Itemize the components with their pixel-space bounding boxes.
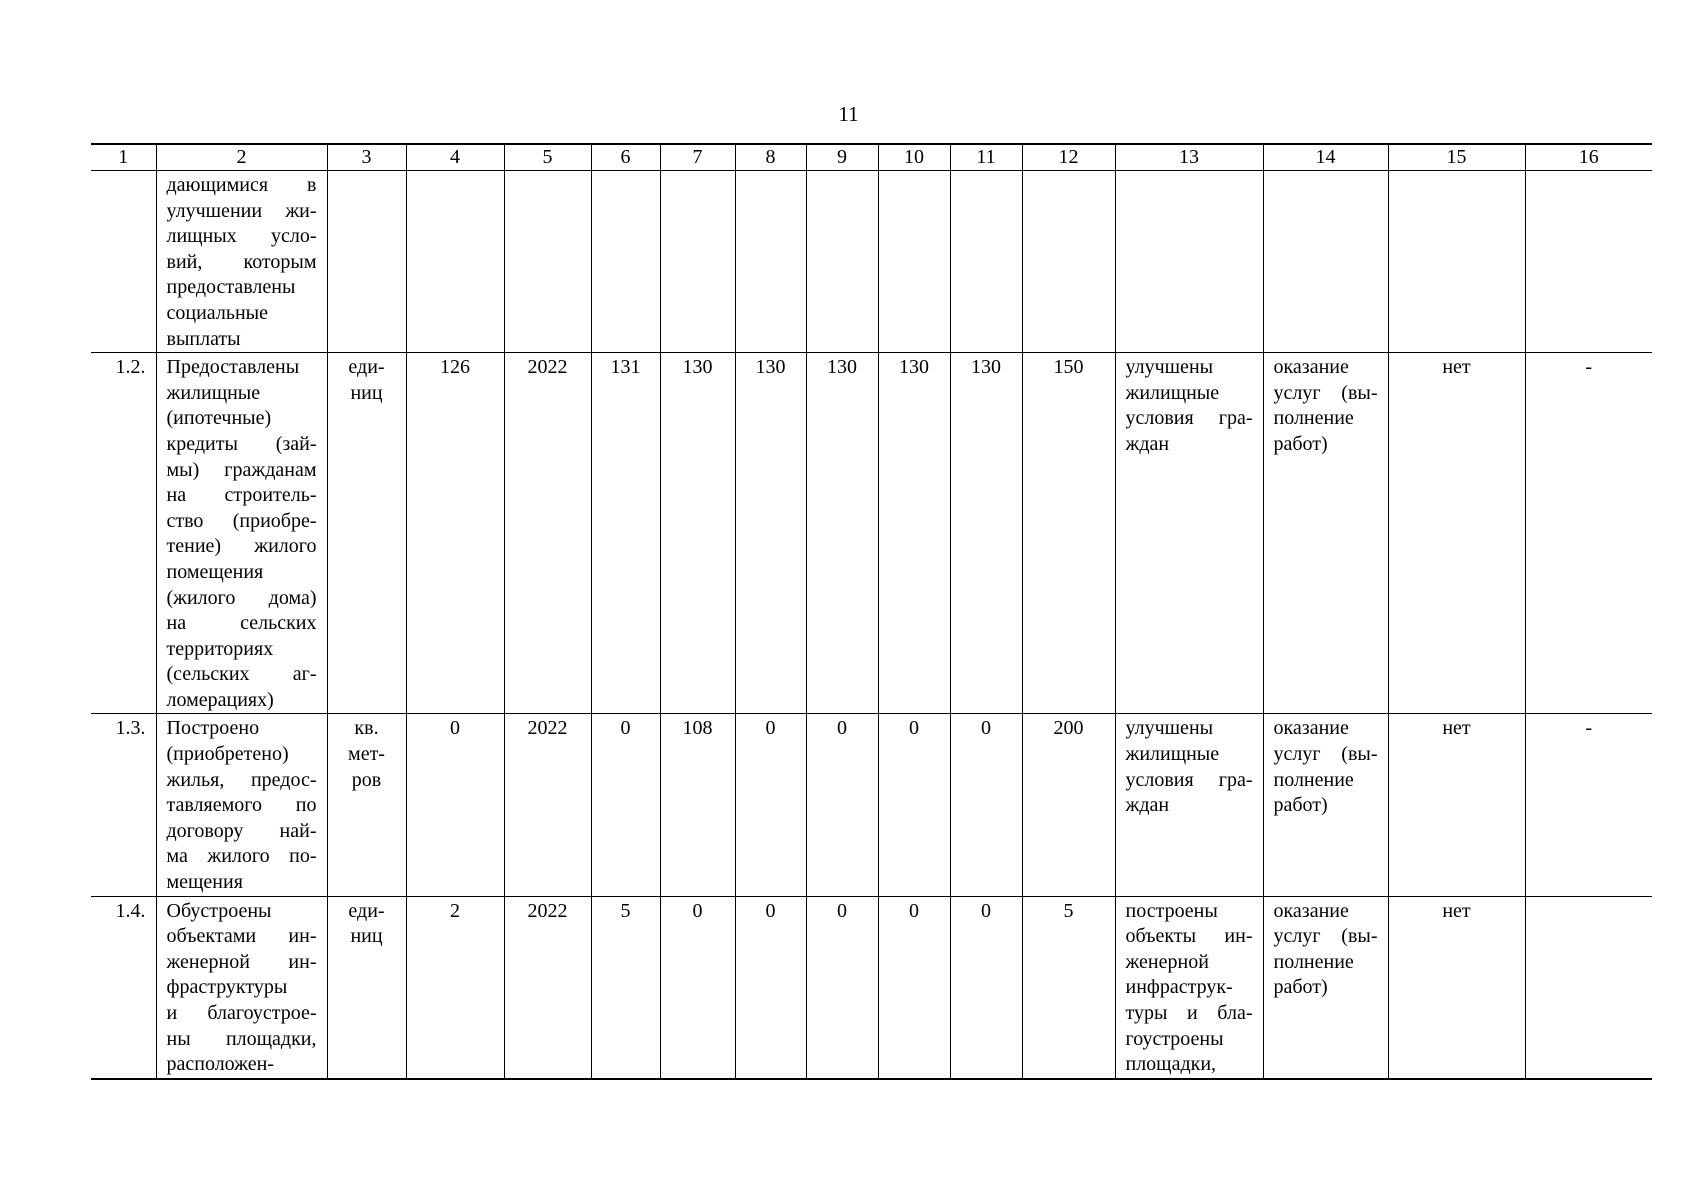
- indicator-name-line: женерной ин-: [166, 950, 317, 973]
- result-type-line: полнение: [1273, 768, 1354, 791]
- value-c5: 2022: [504, 353, 591, 714]
- value-c16: [1525, 896, 1652, 1079]
- value-c6: 5: [591, 896, 660, 1079]
- column-number: 3: [327, 144, 406, 171]
- value-c8: 130: [735, 353, 806, 714]
- expected-result-line: инфраструк-: [1125, 976, 1233, 999]
- expected-result-line: улучшены: [1125, 717, 1214, 740]
- indicator-name-line: (приобретено): [166, 743, 289, 766]
- value-c4: [406, 171, 504, 353]
- indicator-name-line: (ипотечные): [166, 407, 272, 430]
- expected-result-line: построены: [1125, 899, 1218, 922]
- expected-result-line: жилищные: [1125, 743, 1220, 766]
- row-number: 1.4.: [91, 896, 156, 1079]
- expected-result-line: улучшены: [1125, 356, 1214, 379]
- indicator-name-line: улучшении жи-: [166, 199, 317, 222]
- indicator-name-line: тавляемого по: [166, 794, 317, 817]
- unit-of-measure-line: ниц: [350, 925, 383, 948]
- unit-of-measure: [327, 714, 406, 896]
- expected-result-line: гоустроены: [1125, 1027, 1224, 1050]
- value-c16: -: [1525, 353, 1652, 714]
- value-c15: нет: [1388, 896, 1525, 1079]
- indicator-name-line: территориях: [166, 637, 274, 660]
- unit-of-measure-line: ров: [351, 768, 382, 791]
- value-c11: 0: [950, 714, 1022, 896]
- value-c8: [735, 171, 806, 353]
- expected-result-line: объекты ин-: [1125, 925, 1253, 948]
- column-number-row: [91, 144, 1652, 171]
- column-number: 15: [1388, 144, 1525, 171]
- expected-result-line: жилищные: [1125, 381, 1220, 404]
- indicator-name-line: выплаты: [166, 327, 241, 350]
- unit-of-measure-line: еди-: [348, 899, 385, 922]
- indicator-name-line: вий, которым: [166, 250, 317, 273]
- value-c6: [591, 171, 660, 353]
- indicator-name-line: предоставлены: [166, 276, 296, 299]
- value-c15: нет: [1388, 353, 1525, 714]
- unit-of-measure: [327, 353, 406, 714]
- unit-of-measure-line: кв.: [354, 717, 379, 740]
- value-c5: 2022: [504, 714, 591, 896]
- value-c12: 200: [1022, 714, 1115, 896]
- unit-of-measure: [327, 896, 406, 1079]
- indicator-name-line: жилья, предос-: [166, 768, 317, 791]
- expected-result-line: ждан: [1125, 794, 1170, 817]
- result-type-line: работ): [1273, 432, 1328, 455]
- value-c7: [660, 171, 735, 353]
- unit-of-measure-line: мет-: [348, 743, 385, 766]
- column-number: 5: [504, 144, 591, 171]
- result-type: [1263, 714, 1388, 896]
- result-type-line: работ): [1273, 794, 1328, 817]
- indicator-name-line: мещения: [166, 871, 243, 894]
- row-number: 1.2.: [91, 353, 156, 714]
- indicator-name-line: кредиты (зай-: [166, 432, 317, 455]
- expected-result-line: условия гра-: [1125, 407, 1253, 430]
- indicator-name: [156, 353, 327, 714]
- result-type-line: оказание: [1273, 899, 1349, 922]
- indicator-name-line: лищных усло-: [166, 225, 317, 248]
- value-c7: 130: [660, 353, 735, 714]
- column-number: 6: [591, 144, 660, 171]
- value-c11: 0: [950, 896, 1022, 1079]
- indicator-name-line: (сельских аг-: [166, 663, 317, 686]
- result-type-line: работ): [1273, 976, 1328, 999]
- result-type: [1263, 896, 1388, 1079]
- table-row: [91, 896, 1652, 1079]
- indicator-name-line: на строитель-: [166, 484, 317, 507]
- indicator-name-line: дающимися в: [166, 174, 317, 196]
- indicators-table: [91, 143, 1652, 1080]
- indicator-name: [156, 714, 327, 896]
- result-type-line: услуг (вы-: [1273, 743, 1378, 766]
- indicator-name-line: и благоустрое-: [166, 1002, 317, 1024]
- indicator-name-line: (жилого дома): [166, 586, 317, 609]
- value-c4: 126: [406, 353, 504, 714]
- value-c16: [1525, 171, 1652, 353]
- indicator-name-line: Предоставлены: [166, 356, 300, 379]
- expected-result-line: ждан: [1125, 432, 1170, 455]
- column-number: 2: [156, 144, 327, 171]
- result-type: [1263, 171, 1388, 353]
- expected-result-line: условия гра-: [1125, 768, 1253, 791]
- value-c10: 0: [878, 714, 950, 896]
- value-c8: 0: [735, 896, 806, 1079]
- result-type-line: оказание: [1273, 717, 1349, 740]
- indicator-name-line: объектами ин-: [166, 925, 317, 948]
- page-number: 11: [838, 102, 859, 126]
- indicator-name-line: ломерациях): [166, 688, 274, 711]
- indicator-name-line: ство (приобре-: [166, 509, 317, 532]
- result-type-line: полнение: [1273, 950, 1354, 973]
- indicator-name-line: Построено: [166, 717, 260, 740]
- indicator-name-line: помещения: [166, 560, 264, 583]
- indicator-name-line: фраструктуры: [166, 976, 288, 999]
- column-number: 7: [660, 144, 735, 171]
- column-number: 13: [1115, 144, 1263, 171]
- value-c9: 0: [806, 714, 878, 896]
- table-row: [91, 171, 1652, 353]
- value-c4: 2: [406, 896, 504, 1079]
- column-number: 4: [406, 144, 504, 171]
- value-c9: [806, 171, 878, 353]
- expected-result-line: площадки,: [1125, 1053, 1217, 1076]
- indicator-name-line: жилищные: [166, 381, 261, 404]
- indicator-name-line: Обустроены: [166, 899, 272, 922]
- indicator-name: [156, 896, 327, 1079]
- value-c10: 0: [878, 896, 950, 1079]
- indicator-name-line: тение) жилого: [166, 535, 317, 558]
- value-c4: 0: [406, 714, 504, 896]
- value-c16: -: [1525, 714, 1652, 896]
- value-c8: 0: [735, 714, 806, 896]
- value-c6: 131: [591, 353, 660, 714]
- result-type-line: оказание: [1273, 356, 1349, 379]
- value-c10: 130: [878, 353, 950, 714]
- column-number: 8: [735, 144, 806, 171]
- table-row: [91, 353, 1652, 714]
- value-c5: 2022: [504, 896, 591, 1079]
- value-c10: [878, 171, 950, 353]
- expected-result: [1115, 714, 1263, 896]
- result-type-line: услуг (вы-: [1273, 381, 1378, 404]
- column-number: 9: [806, 144, 878, 171]
- expected-result: [1115, 353, 1263, 714]
- unit-of-measure: [327, 171, 406, 353]
- indicator-name-line: расположен-: [166, 1053, 274, 1076]
- value-c11: 130: [950, 353, 1022, 714]
- unit-of-measure-line: ниц: [350, 381, 383, 404]
- indicator-name: [156, 171, 327, 353]
- expected-result: [1115, 896, 1263, 1079]
- value-c15: нет: [1388, 714, 1525, 896]
- indicator-name-line: социальные: [166, 301, 268, 324]
- value-c12: 150: [1022, 353, 1115, 714]
- value-c7: 0: [660, 896, 735, 1079]
- value-c5: [504, 171, 591, 353]
- column-number: 11: [950, 144, 1022, 171]
- result-type: [1263, 353, 1388, 714]
- column-number: 10: [878, 144, 950, 171]
- column-number: 16: [1525, 144, 1652, 171]
- value-c6: 0: [591, 714, 660, 896]
- value-c12: 5: [1022, 896, 1115, 1079]
- row-number: [91, 171, 156, 353]
- indicator-name-line: на сельских: [166, 612, 317, 635]
- row-number: 1.3.: [91, 714, 156, 896]
- expected-result-line: женерной: [1125, 950, 1209, 973]
- value-c9: 0: [806, 896, 878, 1079]
- indicator-name-line: мы) гражданам: [166, 458, 317, 481]
- column-number: 1: [91, 144, 156, 171]
- value-c11: [950, 171, 1022, 353]
- column-number: 14: [1263, 144, 1388, 171]
- indicator-name-line: ны площадки,: [166, 1027, 317, 1050]
- table-row: [91, 714, 1652, 896]
- unit-of-measure-line: еди-: [348, 356, 385, 379]
- value-c9: 130: [806, 353, 878, 714]
- value-c12: [1022, 171, 1115, 353]
- expected-result: [1115, 171, 1263, 353]
- value-c7: 108: [660, 714, 735, 896]
- indicator-name-line: ма жилого по-: [166, 845, 317, 868]
- result-type-line: полнение: [1273, 407, 1354, 430]
- indicator-name-line: договору най-: [166, 819, 317, 842]
- value-c15: [1388, 171, 1525, 353]
- result-type-line: услуг (вы-: [1273, 925, 1378, 948]
- column-number: 12: [1022, 144, 1115, 171]
- expected-result-line: туры и бла-: [1125, 1002, 1253, 1024]
